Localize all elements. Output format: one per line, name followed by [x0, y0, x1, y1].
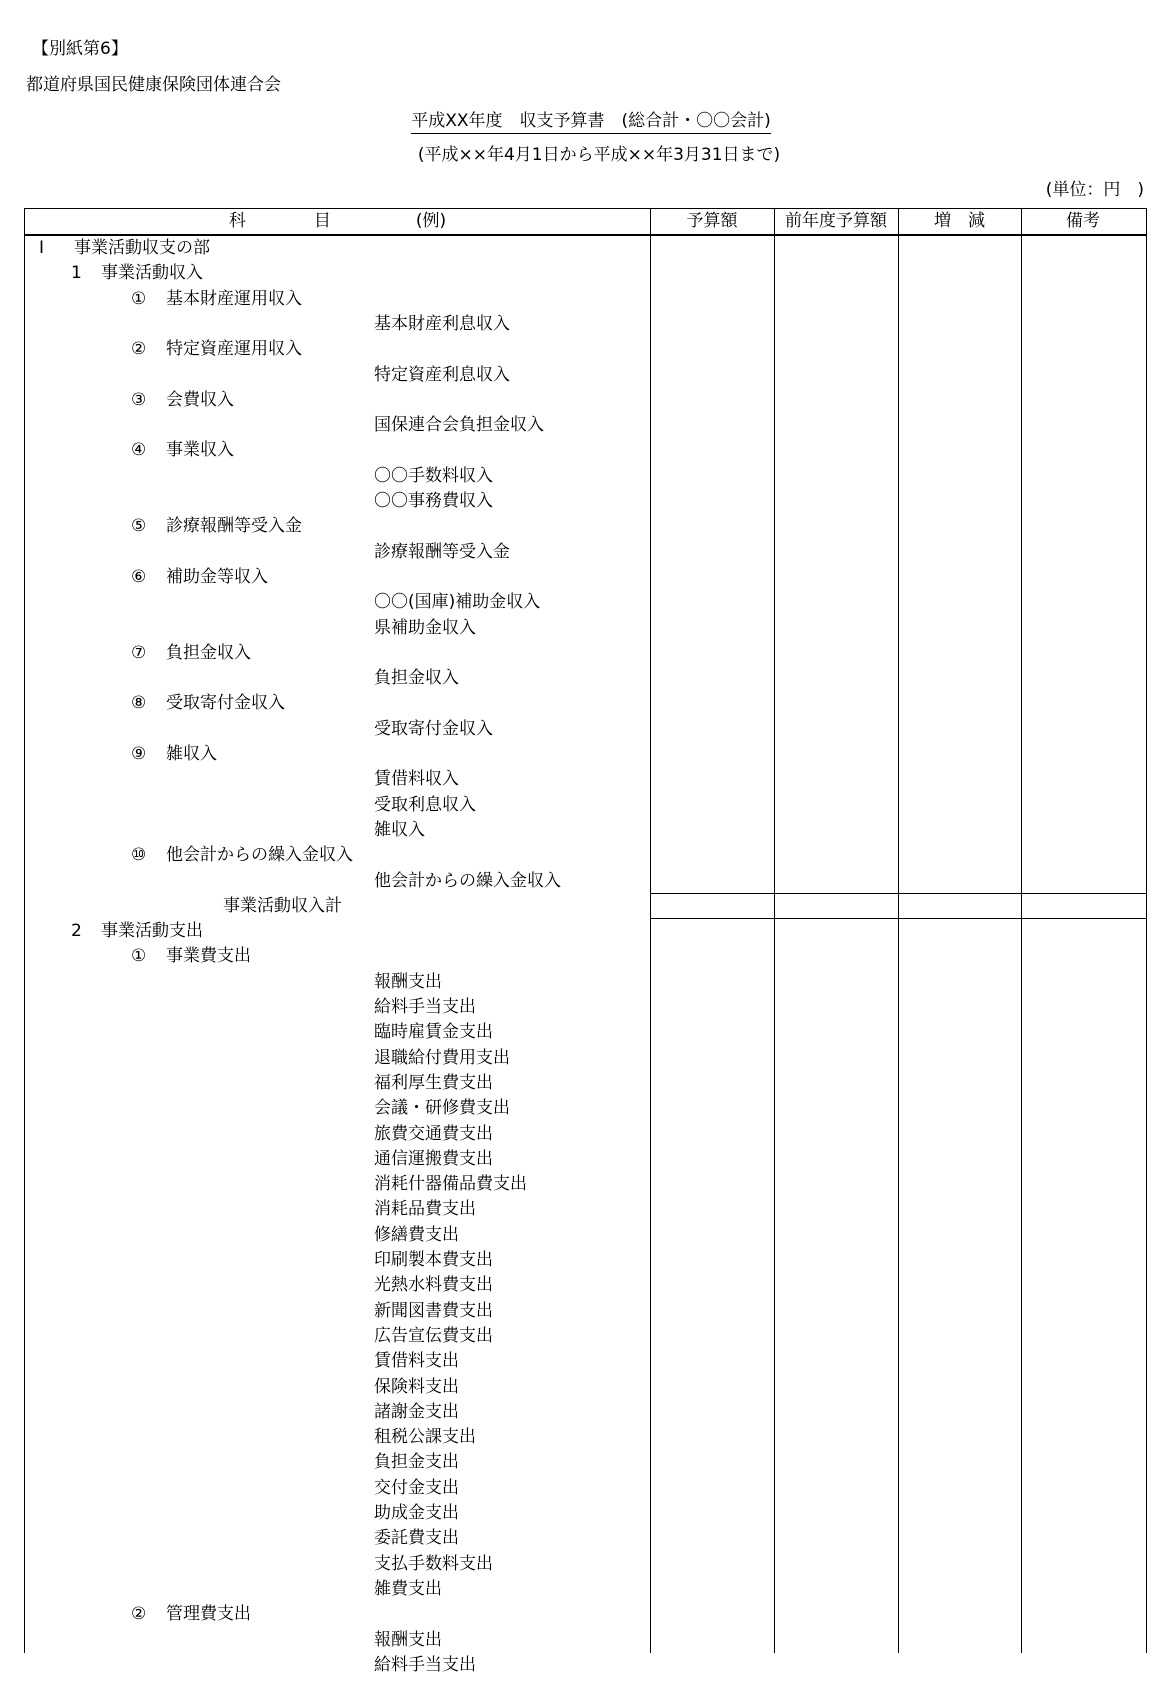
column-divider	[650, 209, 651, 1653]
row-label: 租税公課支出	[374, 1427, 476, 1448]
row-label: 受取寄付金収入	[166, 693, 285, 714]
organization-name: 都道府県国民健康保険団体連合会	[26, 75, 281, 95]
document-title-text: 平成XX年度 収支予算書 (総合計・〇〇会計)	[411, 111, 771, 134]
row-label: 消耗品費支出	[374, 1199, 476, 1220]
row-label: 新聞図書費支出	[374, 1300, 493, 1321]
row-label: 助成金支出	[374, 1503, 459, 1523]
row-label: 県補助金収入	[374, 617, 476, 638]
row-label: 雑収入	[166, 744, 217, 764]
row-label: 会費収入	[166, 389, 234, 410]
row-marker: ①	[131, 946, 147, 967]
row-label: 事業活動収入	[101, 263, 203, 284]
row-label: 報酬支出	[374, 1629, 442, 1650]
row-label: 他会計からの繰入金収入	[166, 845, 353, 866]
row-label: 管理費支出	[166, 1604, 251, 1625]
row-label: 雑収入	[374, 819, 425, 840]
row-marker: 2	[71, 921, 82, 942]
document-label: 【別紙第6】	[32, 39, 128, 59]
row-label: 修繕費支出	[374, 1224, 459, 1245]
row-label: 保険料支出	[374, 1376, 459, 1397]
header-budget: 予算額	[686, 211, 738, 231]
header-change: 増 減	[934, 211, 985, 231]
row-marker: ⑩	[131, 845, 147, 866]
row-label: 診療報酬等受入金	[166, 516, 302, 537]
row-label: 基本財産運用収入	[166, 288, 302, 309]
row-marker: ⑦	[131, 642, 147, 663]
row-marker: ⑥	[131, 566, 147, 587]
row-label: 事業収入	[166, 440, 234, 461]
row-marker: ⑨	[131, 744, 147, 764]
fiscal-period: (平成××年4月1日から平成××年3月31日まで)	[417, 145, 781, 165]
row-label: 事業活動支出	[101, 921, 203, 942]
row-label: 光熱水料費支出	[374, 1275, 493, 1296]
row-label: 〇〇手数料収入	[374, 465, 493, 486]
row-label: 印刷製本費支出	[374, 1250, 493, 1270]
row-label: 会議・研修費支出	[374, 1098, 510, 1119]
row-label: 〇〇事務費収入	[374, 491, 493, 511]
row-marker: ④	[131, 440, 147, 461]
row-label: 委託費支出	[374, 1528, 459, 1549]
row-label: 賃借料収入	[374, 769, 459, 790]
row-label: 受取寄付金収入	[374, 718, 493, 739]
row-marker: ⑤	[131, 516, 147, 537]
row-label: 広告宣伝費支出	[374, 1325, 493, 1346]
row-label: 支払手数料支出	[374, 1553, 493, 1574]
row-label: 特定資産利息収入	[374, 364, 510, 385]
row-label: 交付金支出	[374, 1477, 459, 1498]
row-label: 雑費支出	[374, 1578, 442, 1599]
document-title	[0, 113, 1166, 130]
row-label: 事業活動収支の部	[74, 238, 210, 258]
row-label: 受取利息収入	[374, 794, 476, 815]
row-label: 消耗什器備品費支出	[374, 1174, 527, 1195]
header-prev-budget: 前年度予算額	[785, 211, 887, 231]
column-divider	[898, 209, 899, 1653]
header-remarks: 備考	[1066, 211, 1100, 231]
subtotal-rule	[650, 918, 1146, 919]
row-label: 他会計からの繰入金収入	[374, 870, 561, 891]
row-label: 福利厚生費支出	[374, 1072, 493, 1093]
row-marker: ③	[131, 389, 147, 410]
row-label: 診療報酬等受入金	[374, 541, 510, 562]
row-marker: ⑧	[131, 693, 147, 714]
row-label: 事業活動収入計	[223, 895, 342, 916]
row-marker: Ⅰ	[39, 238, 45, 258]
row-label: 〇〇(国庫)補助金収入	[374, 592, 541, 613]
column-divider	[774, 209, 775, 1653]
row-label: 国保連合会負担金収入	[374, 415, 544, 436]
row-label: 旅費交通費支出	[374, 1123, 493, 1144]
header-subject: 科 目 (例)	[228, 211, 447, 231]
row-label: 退職給付費用支出	[374, 1047, 510, 1068]
row-label: 給料手当支出	[374, 1654, 476, 1675]
row-label: 基本財産利息収入	[374, 313, 510, 334]
row-marker: ②	[131, 339, 147, 360]
row-label: 臨時雇賃金支出	[374, 1022, 493, 1043]
unit-label: (単位：円 )	[1045, 180, 1144, 200]
row-label: 補助金等収入	[166, 566, 268, 587]
row-label: 事業費支出	[166, 946, 251, 967]
row-label: 諸謝金支出	[374, 1401, 459, 1422]
row-label: 特定資産運用収入	[166, 339, 302, 360]
row-label: 負担金収入	[374, 668, 459, 689]
row-label: 給料手当支出	[374, 997, 476, 1017]
row-marker: 1	[71, 263, 82, 284]
row-label: 負担金支出	[374, 1452, 459, 1473]
row-label: 負担金収入	[166, 642, 251, 663]
row-marker: ①	[131, 288, 147, 309]
row-label: 報酬支出	[374, 971, 442, 992]
subtotal-rule	[650, 893, 1146, 894]
column-divider	[1021, 209, 1022, 1653]
row-marker: ②	[131, 1604, 147, 1625]
row-label: 賃借料支出	[374, 1351, 459, 1372]
row-label: 通信運搬費支出	[374, 1148, 493, 1169]
budget-table	[24, 208, 1147, 1675]
